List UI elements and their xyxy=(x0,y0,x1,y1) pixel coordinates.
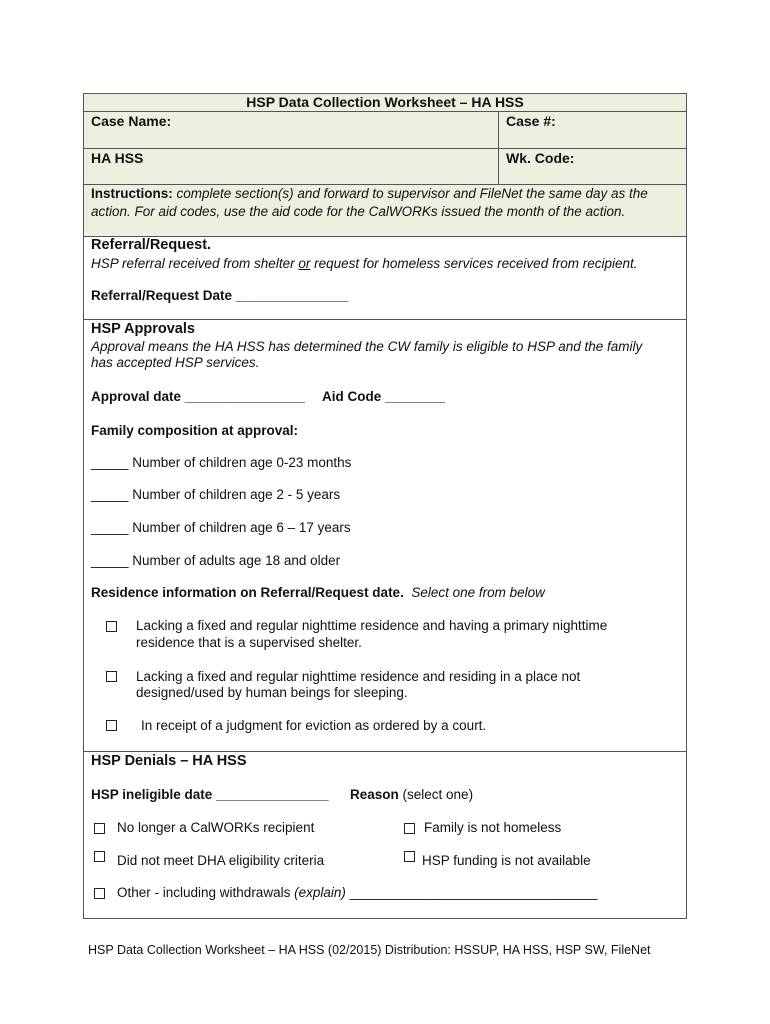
residence-option3-label: In receipt of a judgment for eviction as ordered by a court. xyxy=(141,718,487,733)
reason-label: Reason (select one) xyxy=(350,787,474,802)
instructions-body: complete section(s) and forward to supervisor and FileNet the same day as the action. For aid codes, use the aid code for the CalWORKs issued the month of the action. xyxy=(91,186,648,219)
family-composition-label: Family composition at approval: xyxy=(91,423,299,438)
case-name-row xyxy=(84,112,686,149)
worksheet-form xyxy=(83,93,687,919)
reason-funding-checkbox[interactable] xyxy=(404,851,415,862)
wk-code-label: Wk. Code: xyxy=(506,150,575,166)
ha-hss-label: HA HSS xyxy=(91,150,144,166)
section-divider xyxy=(84,751,686,752)
residence-option2-checkbox[interactable] xyxy=(106,671,117,682)
residence-option1-line2: residence that is a supervised shelter. xyxy=(136,635,362,650)
children-0-23-field[interactable]: _____ Number of children age 0-23 months xyxy=(91,455,352,470)
page-footer: HSP Data Collection Worksheet – HA HSS (02/2015) Distribution: HSSUP, HA HSS, HSP SW, FileNet xyxy=(88,943,651,957)
referral-description: HSP referral received from shelter or request for homeless services received from recipient. xyxy=(91,256,638,271)
residence-option1-line1: Lacking a fixed and regular nighttime residence and having a primary nighttime xyxy=(136,618,608,633)
case-name-label: Case Name: xyxy=(91,113,172,129)
approvals-heading: HSP Approvals xyxy=(91,321,195,337)
approvals-description-line1: Approval means the HA HSS has determined the CW family is eligible to HSP and the family xyxy=(91,339,643,354)
reason-dha-criteria-checkbox[interactable] xyxy=(94,851,105,862)
residence-option3-checkbox[interactable] xyxy=(106,720,117,731)
residence-option1-checkbox[interactable] xyxy=(106,621,117,632)
ineligible-date-field[interactable]: HSP ineligible date _______________ xyxy=(91,787,329,802)
residence-option2-line1: Lacking a fixed and regular nighttime residence and residing in a place not xyxy=(136,669,581,684)
worksheet-title: HSP Data Collection Worksheet – HA HSS xyxy=(84,94,686,112)
children-2-5-field[interactable]: _____ Number of children age 2 - 5 years xyxy=(91,487,341,502)
instructions-text xyxy=(91,185,681,221)
reason-funding-label: HSP funding is not available xyxy=(422,853,591,868)
referral-heading: Referral/Request. xyxy=(91,237,212,253)
reason-no-longer-calworks-checkbox[interactable] xyxy=(94,823,105,834)
children-6-17-field[interactable]: _____ Number of children age 6 – 17 years xyxy=(91,520,351,535)
aid-code-field[interactable]: Aid Code ________ xyxy=(322,389,446,404)
section-divider xyxy=(84,319,686,320)
reason-other-checkbox[interactable] xyxy=(94,888,105,899)
denials-heading: HSP Denials – HA HSS xyxy=(91,753,247,769)
residence-info-label: Residence information on Referral/Request date. Select one from below xyxy=(91,585,545,600)
approvals-description-line2: has accepted HSP services. xyxy=(91,355,260,370)
case-number-label: Case #: xyxy=(506,113,556,129)
referral-date-field[interactable]: Referral/Request Date _______________ xyxy=(91,288,349,303)
reason-dha-criteria-label: Did not meet DHA eligibility criteria xyxy=(117,853,325,868)
header-divider xyxy=(498,112,499,185)
reason-not-homeless-label: Family is not homeless xyxy=(424,820,562,835)
residence-option2-line2: designed/used by human beings for sleeping. xyxy=(136,685,408,700)
reason-not-homeless-checkbox[interactable] xyxy=(404,823,415,834)
adults-18-field[interactable]: _____ Number of adults age 18 and older xyxy=(91,553,341,568)
approval-date-field[interactable]: Approval date ________________ xyxy=(91,389,305,404)
instructions-label: Instructions: xyxy=(91,186,173,201)
reason-other-field[interactable]: Other - including withdrawals (explain) _________________________________ xyxy=(117,885,598,900)
ha-hss-row xyxy=(84,149,686,185)
reason-no-longer-calworks-label: No longer a CalWORKs recipient xyxy=(117,820,315,835)
